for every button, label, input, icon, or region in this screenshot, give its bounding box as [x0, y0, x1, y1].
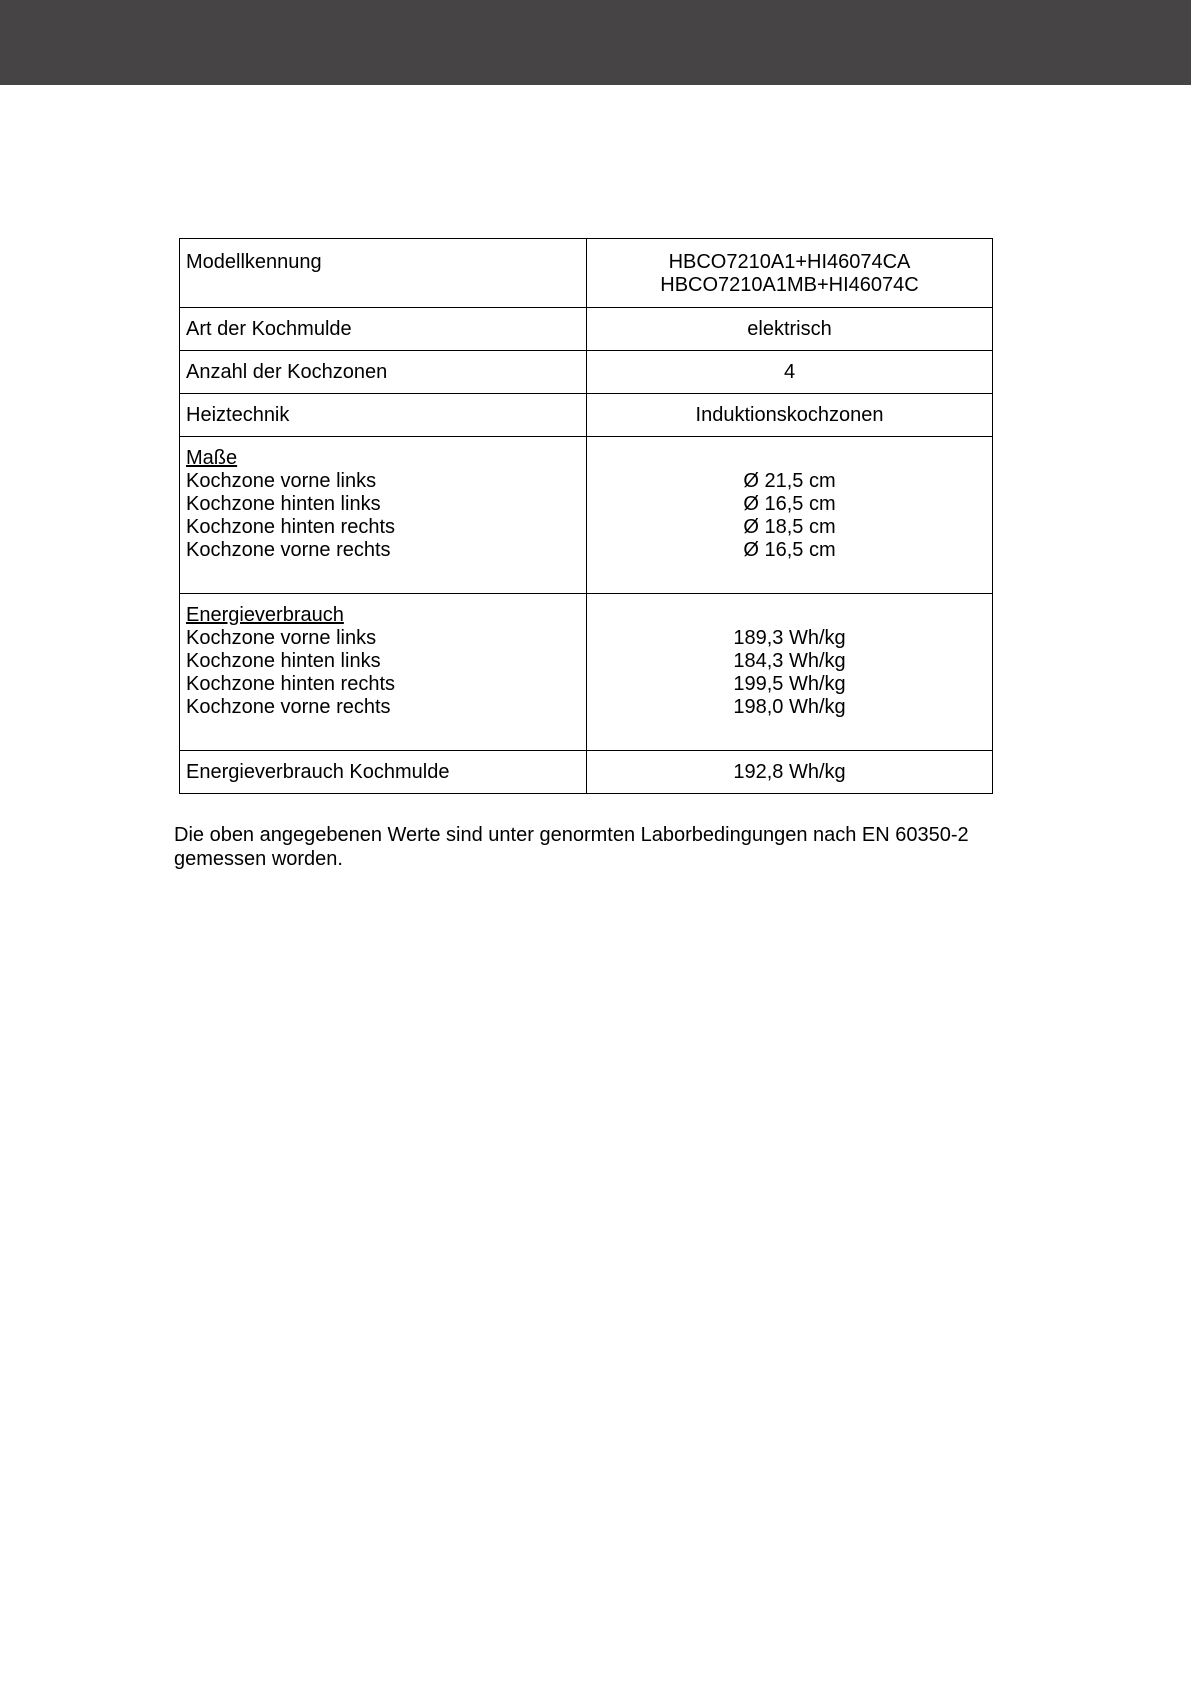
energy-labels — [180, 594, 587, 751]
energy-zone-label: Kochzone vorne links — [186, 627, 377, 649]
dimensions-zone-label: Kochzone vorne rechts — [186, 539, 391, 561]
energy-zone-label: Kochzone hinten rechts — [186, 673, 396, 695]
dimensions-zone-value: Ø 16,5 cm — [743, 493, 836, 515]
energy-zone-label: Kochzone hinten links — [186, 650, 381, 672]
energy-heading: Energieverbrauch — [186, 604, 344, 626]
zone-count-label: Anzahl der Kochzonen — [180, 351, 587, 394]
energy-values — [587, 594, 993, 751]
energy-zone-value: 199,5 Wh/kg — [733, 673, 846, 695]
energy-spacer — [593, 604, 986, 627]
table-row-hob-type — [180, 308, 993, 351]
table-row-energy — [180, 594, 993, 751]
header-bar — [0, 0, 1191, 85]
dimensions-spacer — [593, 447, 986, 470]
energy-zone-value: 189,3 Wh/kg — [733, 627, 846, 649]
specification-table — [179, 238, 993, 794]
heating-label: Heiztechnik — [180, 394, 587, 437]
hob-type-label: Art der Kochmulde — [180, 308, 587, 351]
model-values — [587, 239, 993, 308]
footnote-line: gemessen worden. — [174, 848, 343, 870]
footnote — [174, 823, 1014, 871]
heating-value: Induktionskochzonen — [587, 394, 993, 437]
table-row-energy-total — [180, 751, 993, 794]
zone-count-value: 4 — [587, 351, 993, 394]
dimensions-values — [587, 437, 993, 594]
energy-zone-value: 184,3 Wh/kg — [733, 650, 846, 672]
dimensions-zone-label: Kochzone hinten links — [186, 493, 381, 515]
dimensions-zone-value: Ø 21,5 cm — [743, 470, 836, 492]
model-label: Modellkennung — [180, 239, 587, 308]
table-row-model — [180, 239, 993, 308]
energy-zone-label: Kochzone vorne rechts — [186, 696, 391, 718]
table-row-zone-count — [180, 351, 993, 394]
table-row-dimensions — [180, 437, 993, 594]
dimensions-zone-label: Kochzone vorne links — [186, 470, 377, 492]
energy-zone-value: 198,0 Wh/kg — [733, 696, 846, 718]
dimensions-heading: Maße — [186, 447, 238, 469]
model-value: HBCO7210A1+HI46074CA — [668, 251, 911, 273]
dimensions-zone-value: Ø 16,5 cm — [743, 539, 836, 561]
energy-total-value: 192,8 Wh/kg — [587, 751, 993, 794]
dimensions-labels — [180, 437, 587, 594]
dimensions-zone-label: Kochzone hinten rechts — [186, 516, 396, 538]
energy-total-label: Energieverbrauch Kochmulde — [180, 751, 587, 794]
model-value: HBCO7210A1MB+HI46074C — [660, 274, 919, 296]
footnote-line: Die oben angegebenen Werte sind unter genormten Laborbedingungen nach EN 60350-2 — [174, 824, 969, 846]
hob-type-value: elektrisch — [587, 308, 993, 351]
dimensions-zone-value: Ø 18,5 cm — [743, 516, 836, 538]
table-row-heating — [180, 394, 993, 437]
